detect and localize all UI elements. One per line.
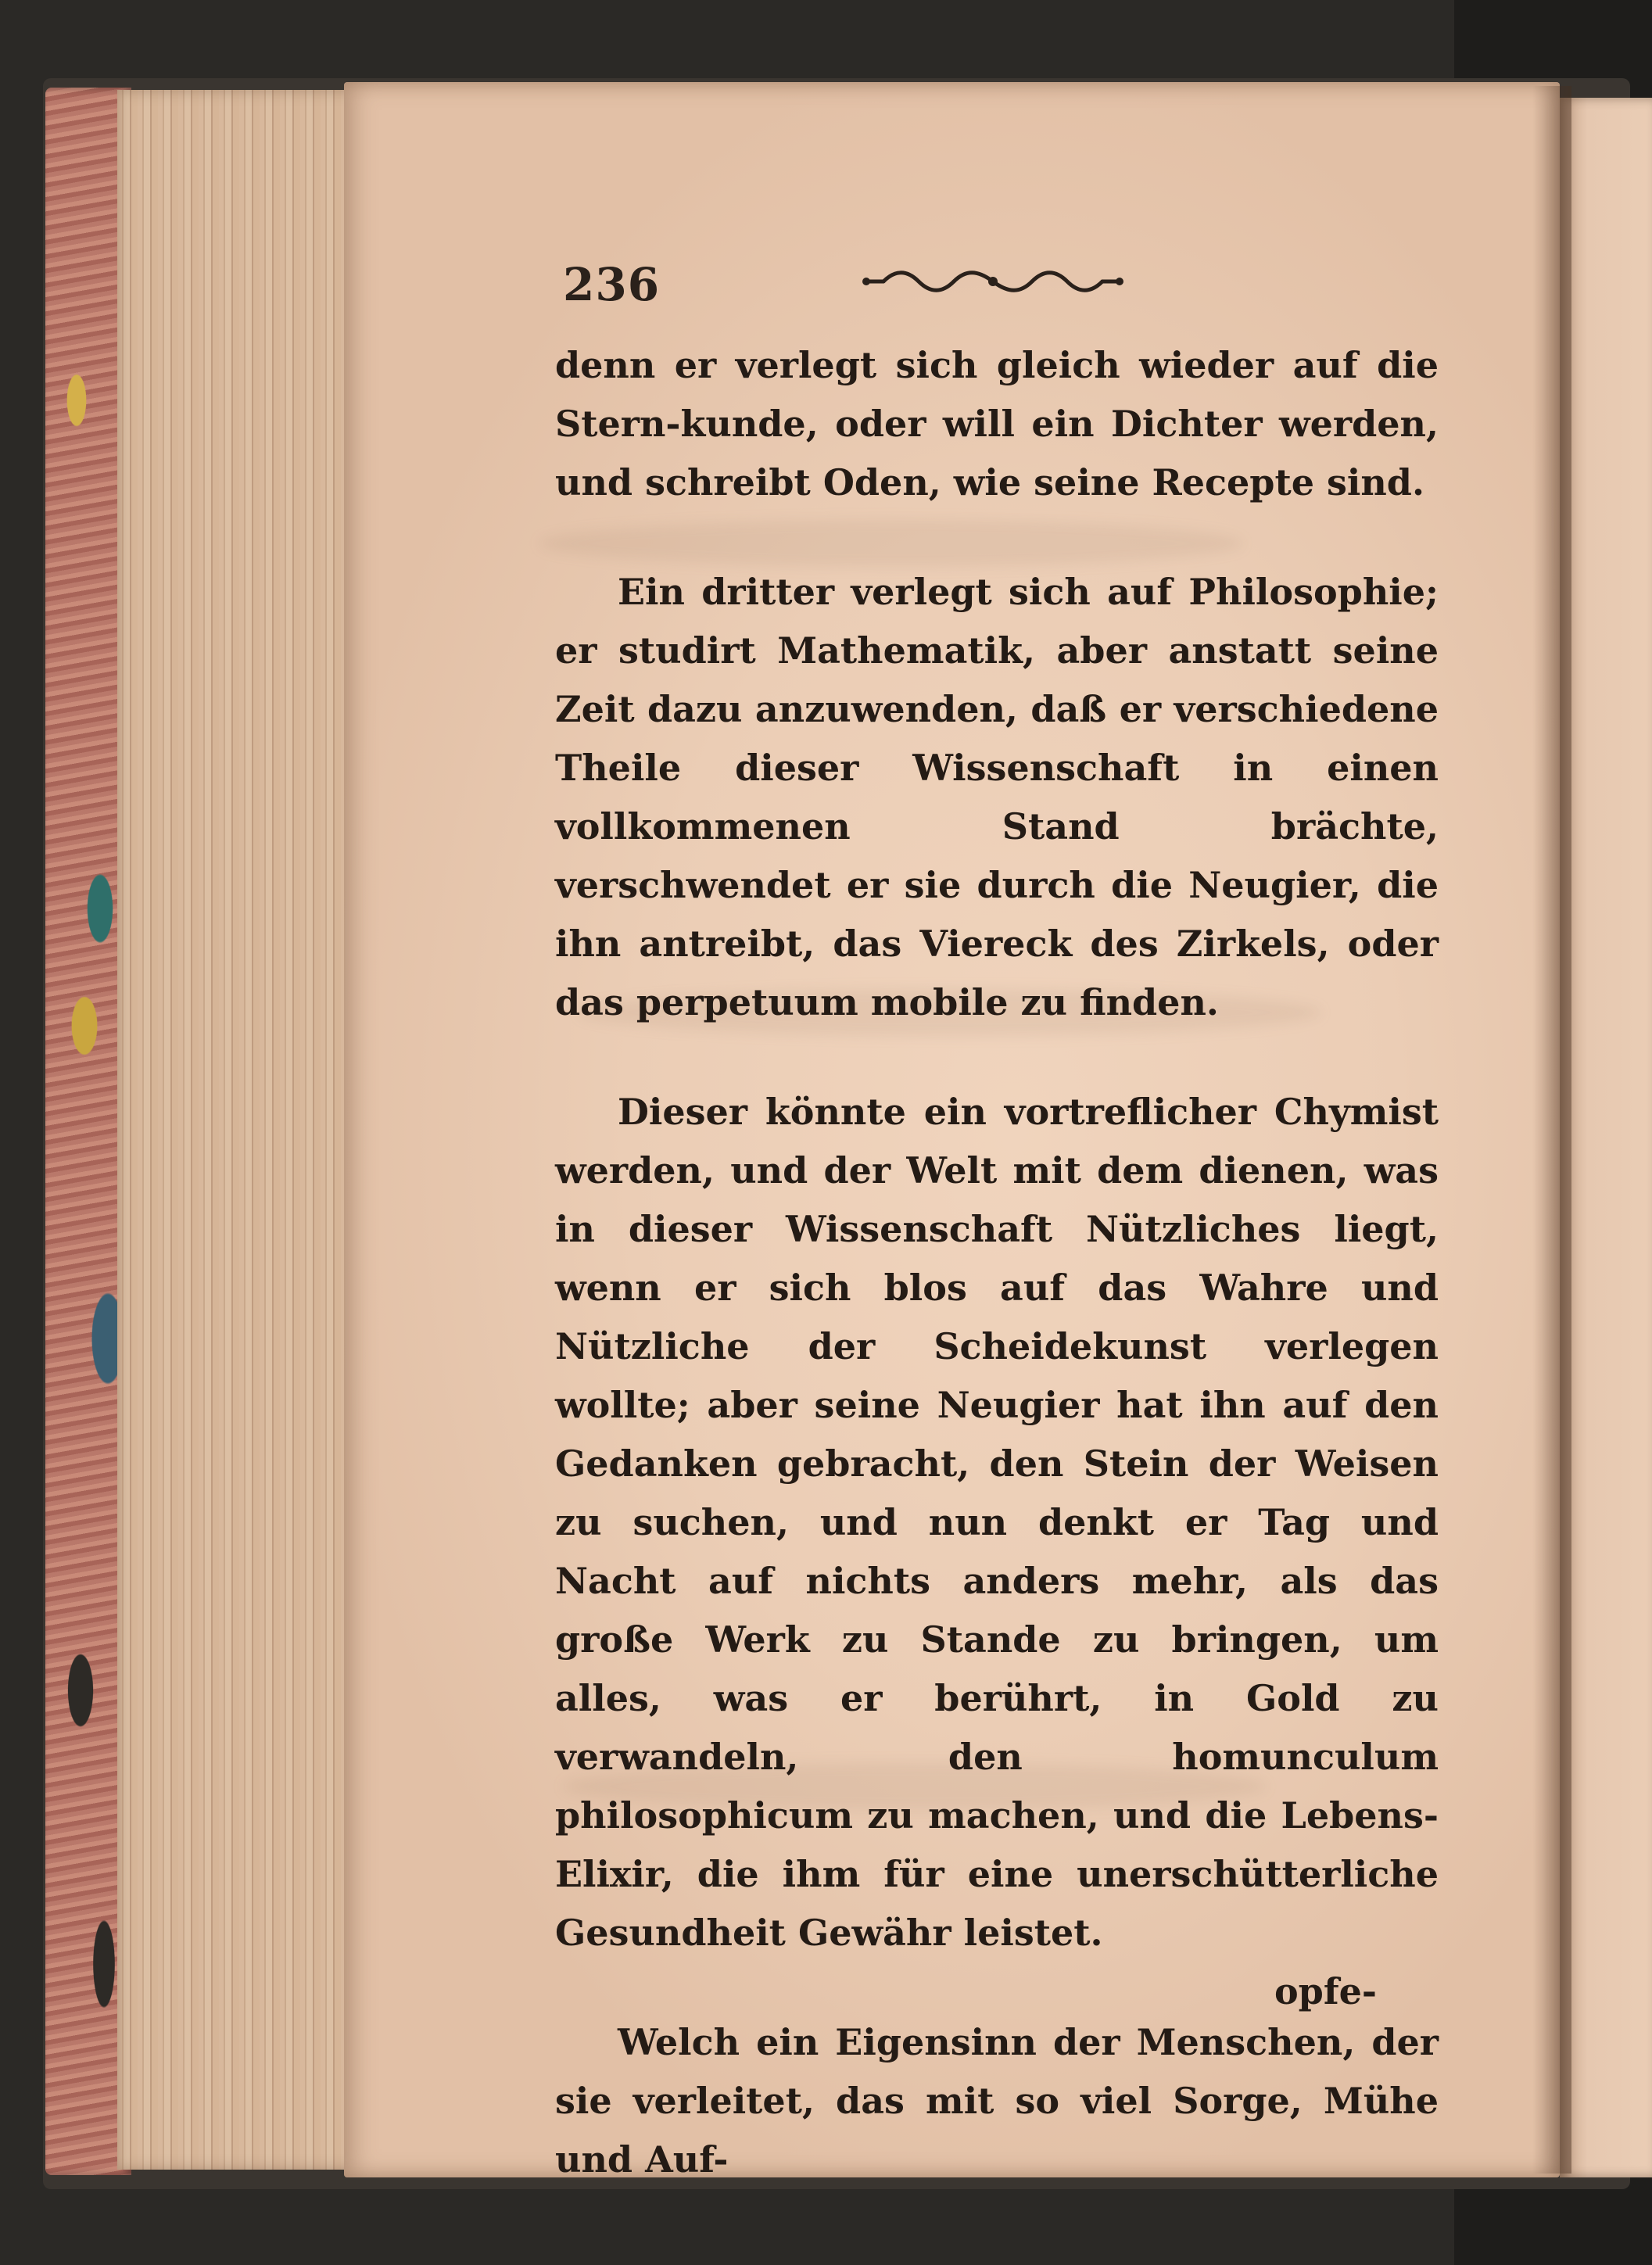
catchword: opfe- xyxy=(1274,1970,1377,2012)
paragraph: Dieser könnte ein vortreflicher Chymist werden, und der Welt mit dem dienen, was in dieser Wissenschaft Nützliches liegt, wenn er sich blos auf das Wahre und Nützliche der Scheidekunst verlegen wollte; aber seine Neugier hat ihn auf den Gedanken gebracht, den Stein der Weisen zu suchen, und nun denkt er Tag und Nacht auf nichts anders mehr, als das große Werk zu Stande zu bringen, um alles, was er berührt, in Gold zu verwandeln, den homunculum philosophicum zu machen, und die Lebens-Elixir, die ihm für eine unerschütterliche Gesundheit Gewähr leistet. xyxy=(555,1091,1439,1954)
paragraph: Welch ein Eigensinn der Menschen, der sie verleitet, das mit so viel Sorge, Mühe und Auf- xyxy=(555,2021,1439,2181)
body-text xyxy=(555,336,1439,2189)
paragraph: Ein dritter verlegt sich auf Philosophie; er studirt Mathematik, aber anstatt seine Zeit dazu anzuwenden, daß er verschiedene Theile dieser Wissenschaft in einen vollkommenen Stand brächte, verschwendet er sie durch die Neugier, die ihn antreibt, das Viereck des Zirkels, oder das perpetuum mobile zu finden. xyxy=(555,571,1439,1023)
gutter-shadow xyxy=(1532,86,1571,2174)
printer-ornament-icon xyxy=(860,266,1126,297)
page-header xyxy=(563,258,1439,321)
facing-page xyxy=(1560,98,1652,2177)
page-number: 236 xyxy=(563,258,661,311)
paragraph: denn er verlegt sich gleich wieder auf die Stern-kunde, oder will ein Dichter werden, und schreibt Oden, wie seine Recepte sind. xyxy=(555,344,1439,504)
